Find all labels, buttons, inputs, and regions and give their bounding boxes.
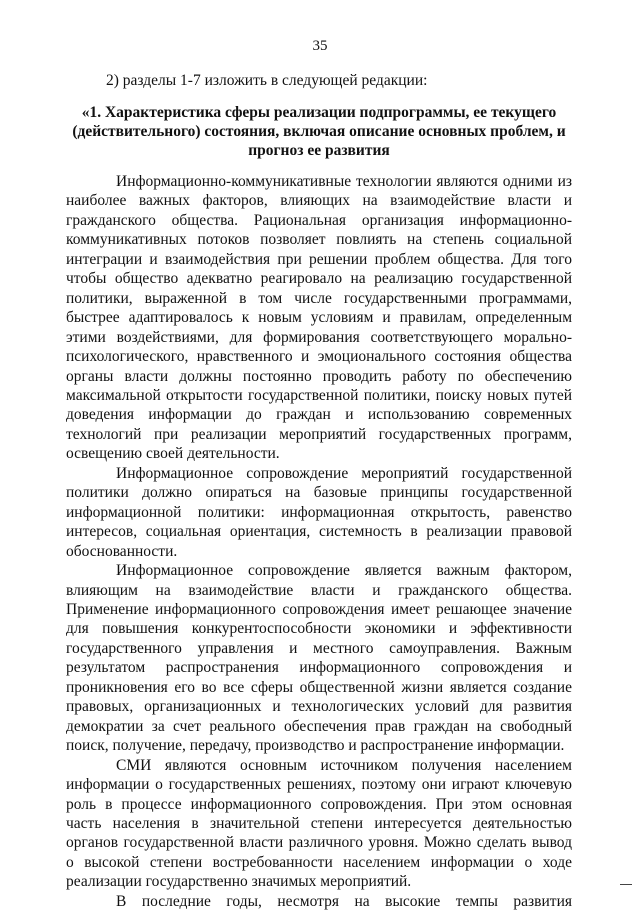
scan-mark [620, 884, 632, 885]
paragraph: Информационное сопровождение является важным фактором, влияющим на взаимодействие власти и гражданского общества. Применение информационного сопровождения имеет решающее значение для повышения конкурентоспособности экономики и эффективности государственного управления и местного самоуправления. Важным результатом распространения информационного сопровождения и проникновения его во все сферы общественной жизни является создание правовых, организационных и технологических условий для развития демократии за счет реального обеспечения прав граждан на свободный поиск, получение, передачу, производство и распространение информации. [66, 562, 572, 755]
body-text [66, 172, 572, 911]
paragraph: В последние годы, несмотря на высокие темпы развития [116, 892, 572, 910]
paragraph: Информационное сопровождение мероприятий государственной политики должно опираться на базовые принципы государственной информационной политики: информационная открытость, равенство интересов, социальная ориентация, системность в реализации правовой обоснованности. [66, 464, 572, 560]
page-number: 35 [312, 38, 328, 54]
paragraph: Информационно-коммуникативные технологии являются одними из наиболее важных факторов, влияющих на взаимодействие власти и гражданского общества. Рациональная организация информационно-коммуникативных потоков позволяет повлиять на степень социальной интеграции и взаимодействия при решении проблем общества. Для того чтобы общество адекватно реагировало на реализацию государственной политики, выраженной в том числе государственными программами, быстрее адаптировалось к новым условиям и правилам, определенным этими воздействиями, для формирования соответствующего морально-психологического, нравственного и эмоционального состояния общества органы власти должны постоянно проводить работу по обеспечению максимальной открытости государственной политики, поиску новых путей доведения информации до граждан и использованию современных технологий при реализации мероприятий государственных программ, освещению своей деятельности. [66, 173, 572, 463]
section-heading: «1. Характеристика сферы реализации подпрограммы, ее текущего (действительного) состояния, включая описание основных проблем, и прогноз ее развития [72, 104, 566, 159]
amendment-intro: 2) разделы 1-7 изложить в следующей редакции: [106, 72, 428, 89]
paragraph: СМИ являются основным источником получения населением информации о государственных решениях, поэтому они играют ключевую роль в процессе информационного сопровождения. При этом основная часть населения в значительной степени интересуется деятельностью органов государственной власти различного уровня. Можно сделать вывод о высокой степени востребованности населением информации о ходе реализации государственно значимых мероприятий. [66, 756, 572, 891]
